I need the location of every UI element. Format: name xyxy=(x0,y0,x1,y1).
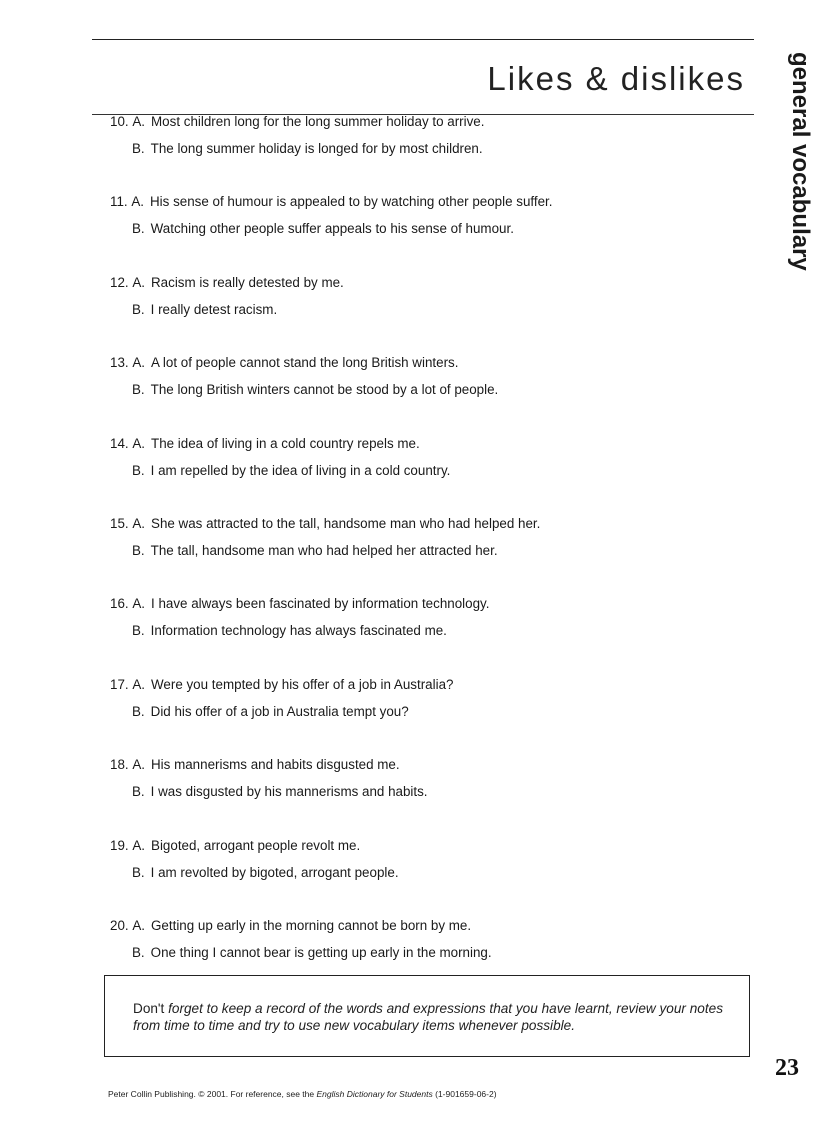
option-letter: B. xyxy=(132,784,145,800)
sentence-text: Did his offer of a job in Australia tempt you? xyxy=(150,703,409,719)
sentence-b xyxy=(132,463,450,478)
footer-book-title: English Dictionary for Students xyxy=(316,1089,433,1099)
sentence-text: Racism is really detested by me. xyxy=(151,274,344,290)
option-letter: B. xyxy=(132,221,145,237)
option-letter: B. xyxy=(132,703,145,719)
sentence-text: Bigoted, arrogant people revolt me. xyxy=(151,837,361,853)
tip-text xyxy=(133,1000,723,1034)
exercise-item xyxy=(110,436,750,516)
sentence-a xyxy=(110,355,458,370)
sentence-a xyxy=(110,918,471,933)
item-number: 10. xyxy=(110,114,129,129)
sentence-text: A lot of people cannot stand the long British winters. xyxy=(151,355,459,371)
page-number: 23 xyxy=(775,1055,799,1081)
item-number: 20. xyxy=(110,917,129,933)
exercise-list xyxy=(110,114,750,998)
item-number: 16. xyxy=(110,596,129,612)
option-letter: B. xyxy=(132,382,145,398)
sentence-b xyxy=(132,543,498,558)
sentence-b xyxy=(132,865,399,880)
option-letter: A. xyxy=(132,274,146,290)
exercise-item xyxy=(110,516,750,596)
item-number: 12. xyxy=(110,274,129,290)
sentence-text: The idea of living in a cold country repels me. xyxy=(151,435,420,451)
option-letter: A. xyxy=(132,435,146,451)
sentence-b xyxy=(132,382,498,397)
option-letter: B. xyxy=(132,542,145,558)
item-number: 13. xyxy=(110,355,129,371)
item-number: 19. xyxy=(110,837,129,853)
option-letter: A. xyxy=(132,515,146,531)
sentence-a xyxy=(110,838,360,853)
sentence-text: The tall, handsome man who had helped her attracted her. xyxy=(150,542,498,558)
sentence-a xyxy=(110,436,420,451)
sentence-text: I am repelled by the idea of living in a cold country. xyxy=(150,462,451,478)
option-letter: A. xyxy=(132,114,146,129)
item-number: 15. xyxy=(110,515,129,531)
sentence-text: His mannerisms and habits disgusted me. xyxy=(151,757,400,773)
item-number: 18. xyxy=(110,757,129,773)
sentence-a xyxy=(110,194,552,209)
sentence-a xyxy=(110,677,453,692)
sentence-text: His sense of humour is appealed to by watching other people suffer. xyxy=(150,194,553,210)
exercise-item xyxy=(110,838,750,918)
exercise-item xyxy=(110,355,750,435)
option-letter: B. xyxy=(132,623,145,639)
tip-body: forget to keep a record of the words and expressions that you have learnt, review your notes from time to time and try to use new vocabulary items whenever possible. xyxy=(133,1001,723,1033)
exercise-item xyxy=(110,194,750,274)
sentence-text: I am revolted by bigoted, arrogant people. xyxy=(150,864,399,880)
sentence-text: The long summer holiday is longed for by most children. xyxy=(150,141,483,156)
option-letter: B. xyxy=(132,864,145,880)
page-title: Likes & dislikes xyxy=(487,60,745,97)
option-letter: A. xyxy=(132,676,146,692)
item-number: 14. xyxy=(110,435,129,451)
option-letter: B. xyxy=(132,944,145,960)
sentence-text: I really detest racism. xyxy=(150,301,278,317)
sentence-a xyxy=(110,596,489,611)
sentence-a xyxy=(110,516,540,531)
sentence-text: She was attracted to the tall, handsome man who had helped her. xyxy=(151,515,541,531)
sentence-b xyxy=(132,141,483,156)
option-letter: B. xyxy=(132,301,145,317)
option-letter: A. xyxy=(132,837,146,853)
section-side-label: general vocabulary xyxy=(787,52,814,271)
sentence-text: Were you tempted by his offer of a job in Australia? xyxy=(151,676,454,692)
sentence-b xyxy=(132,302,277,317)
option-letter: A. xyxy=(131,194,145,210)
sentence-a xyxy=(110,275,344,290)
sentence-text: Most children long for the long summer holiday to arrive. xyxy=(151,114,485,129)
exercise-item xyxy=(110,596,750,676)
sentence-text: Watching other people suffer appeals to his sense of humour. xyxy=(150,221,514,237)
sentence-b xyxy=(132,623,447,638)
exercise-item xyxy=(110,275,750,355)
option-letter: B. xyxy=(132,141,145,156)
tip-lead: Don't xyxy=(133,1001,165,1016)
sentence-b xyxy=(132,704,409,719)
exercise-item xyxy=(110,757,750,837)
sentence-b xyxy=(132,945,492,960)
sentence-text: Information technology has always fascinated me. xyxy=(150,623,447,639)
sentence-b xyxy=(132,784,428,799)
sentence-text: The long British winters cannot be stood by a lot of people. xyxy=(150,382,499,398)
sentence-text: Getting up early in the morning cannot be born by me. xyxy=(151,917,472,933)
option-letter: B. xyxy=(132,462,145,478)
option-letter: A. xyxy=(132,917,146,933)
tip-box xyxy=(104,975,750,1057)
footer-prefix: Peter Collin Publishing. © 2001. For reference, see the xyxy=(108,1089,315,1099)
sentence-a xyxy=(110,757,400,772)
sentence-a xyxy=(110,114,484,129)
exercise-item xyxy=(110,114,750,194)
item-number: 11. xyxy=(110,194,128,210)
sentence-text: I was disgusted by his mannerisms and habits. xyxy=(150,784,428,800)
sentence-text: One thing I cannot bear is getting up early in the morning. xyxy=(150,944,492,960)
option-letter: A. xyxy=(132,355,146,371)
item-number: 17. xyxy=(110,676,129,692)
option-letter: A. xyxy=(132,757,146,773)
footer-isbn: (1-901659-06-2) xyxy=(435,1089,497,1099)
header-rule-top xyxy=(92,39,754,40)
sentence-b xyxy=(132,221,514,236)
option-letter: A. xyxy=(132,596,146,612)
exercise-item xyxy=(110,677,750,757)
footer-credit xyxy=(108,1089,497,1099)
sentence-text: I have always been fascinated by information technology. xyxy=(151,596,490,612)
